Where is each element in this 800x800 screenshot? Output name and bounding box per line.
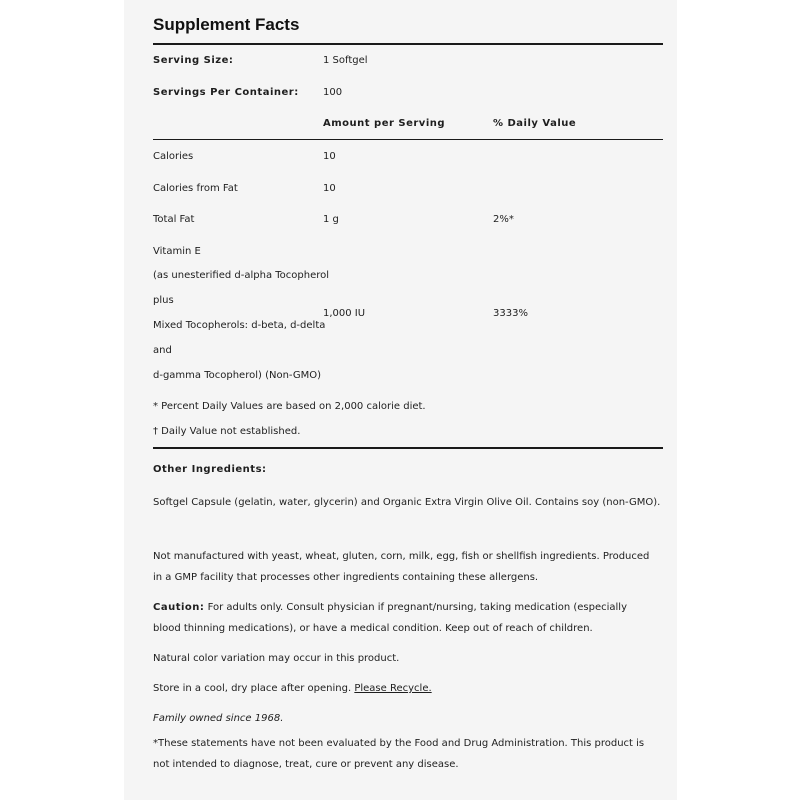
vitamin-e-line: plus xyxy=(153,295,174,306)
title-rule xyxy=(153,43,663,45)
family-owned-note: Family owned since 1968. xyxy=(153,713,284,724)
facts-bottom-rule xyxy=(153,447,663,449)
amount-header: Amount per Serving xyxy=(323,118,446,129)
vitamin-e-line: (as unesterified d-alpha Tocopherol xyxy=(153,270,330,281)
row-calories-fat-name: Calories from Fat xyxy=(153,183,238,194)
vitamin-e-dv: 3333% xyxy=(493,308,528,319)
vitamin-e-line: Vitamin E xyxy=(153,246,201,257)
row-total-fat-amount: 1 g xyxy=(323,214,339,225)
vitamin-e-line: and xyxy=(153,345,172,356)
caution-label: Caution: xyxy=(153,602,205,613)
footnote-not-established: † Daily Value not established. xyxy=(153,426,301,437)
row-calories-amount: 10 xyxy=(323,151,336,162)
page-title: Supplement Facts xyxy=(153,15,300,34)
servings-per-container-value: 100 xyxy=(323,87,343,98)
header-rule xyxy=(153,139,663,140)
serving-size-value: 1 Softgel xyxy=(323,55,368,66)
color-variation-note: Natural color variation may occur in this product. xyxy=(153,653,400,664)
other-ingredients-heading: Other Ingredients: xyxy=(153,464,267,475)
servings-per-container-label: Servings Per Container: xyxy=(153,87,299,98)
daily-value-header: % Daily Value xyxy=(493,118,577,129)
row-total-fat-name: Total Fat xyxy=(153,214,195,225)
supplement-facts-panel xyxy=(124,0,677,800)
storage-text: Store in a cool, dry place after opening. xyxy=(153,683,352,694)
vitamin-e-line: Mixed Tocopherols: d-beta, d-delta xyxy=(153,320,326,331)
caution-text: For adults only. Consult physician if pregnant/nursing, taking medication (especially blood thinning medications), or have a medical condition. Keep out of reach of children. xyxy=(153,602,627,634)
other-ingredients-text: Softgel Capsule (gelatin, water, glycerin) and Organic Extra Virgin Olive Oil. Contains soy (non-GMO). xyxy=(153,497,661,508)
serving-size-label: Serving Size: xyxy=(153,55,234,66)
allergen-statement: Not manufactured with yeast, wheat, gluten, corn, milk, egg, fish or shellfish ingredients. Produced in a GMP facility that processes other ingredients containing these allergens. xyxy=(153,551,650,583)
row-total-fat-dv: 2%* xyxy=(493,214,514,225)
storage-statement xyxy=(153,682,432,696)
row-calories-fat-amount: 10 xyxy=(323,183,336,194)
footnote-daily-values: * Percent Daily Values are based on 2,000 calorie diet. xyxy=(153,401,426,412)
recycle-link[interactable]: Please Recycle. xyxy=(354,683,432,694)
vitamin-e-amount: 1,000 IU xyxy=(323,308,366,319)
caution-statement xyxy=(153,597,653,639)
fda-disclaimer: *These statements have not been evaluated by the Food and Drug Administration. This product is not intended to diagnose, treat, cure or prevent any disease. xyxy=(153,738,645,770)
vitamin-e-line: d-gamma Tocopherol) (Non-GMO) xyxy=(153,370,322,381)
row-calories-name: Calories xyxy=(153,151,194,162)
